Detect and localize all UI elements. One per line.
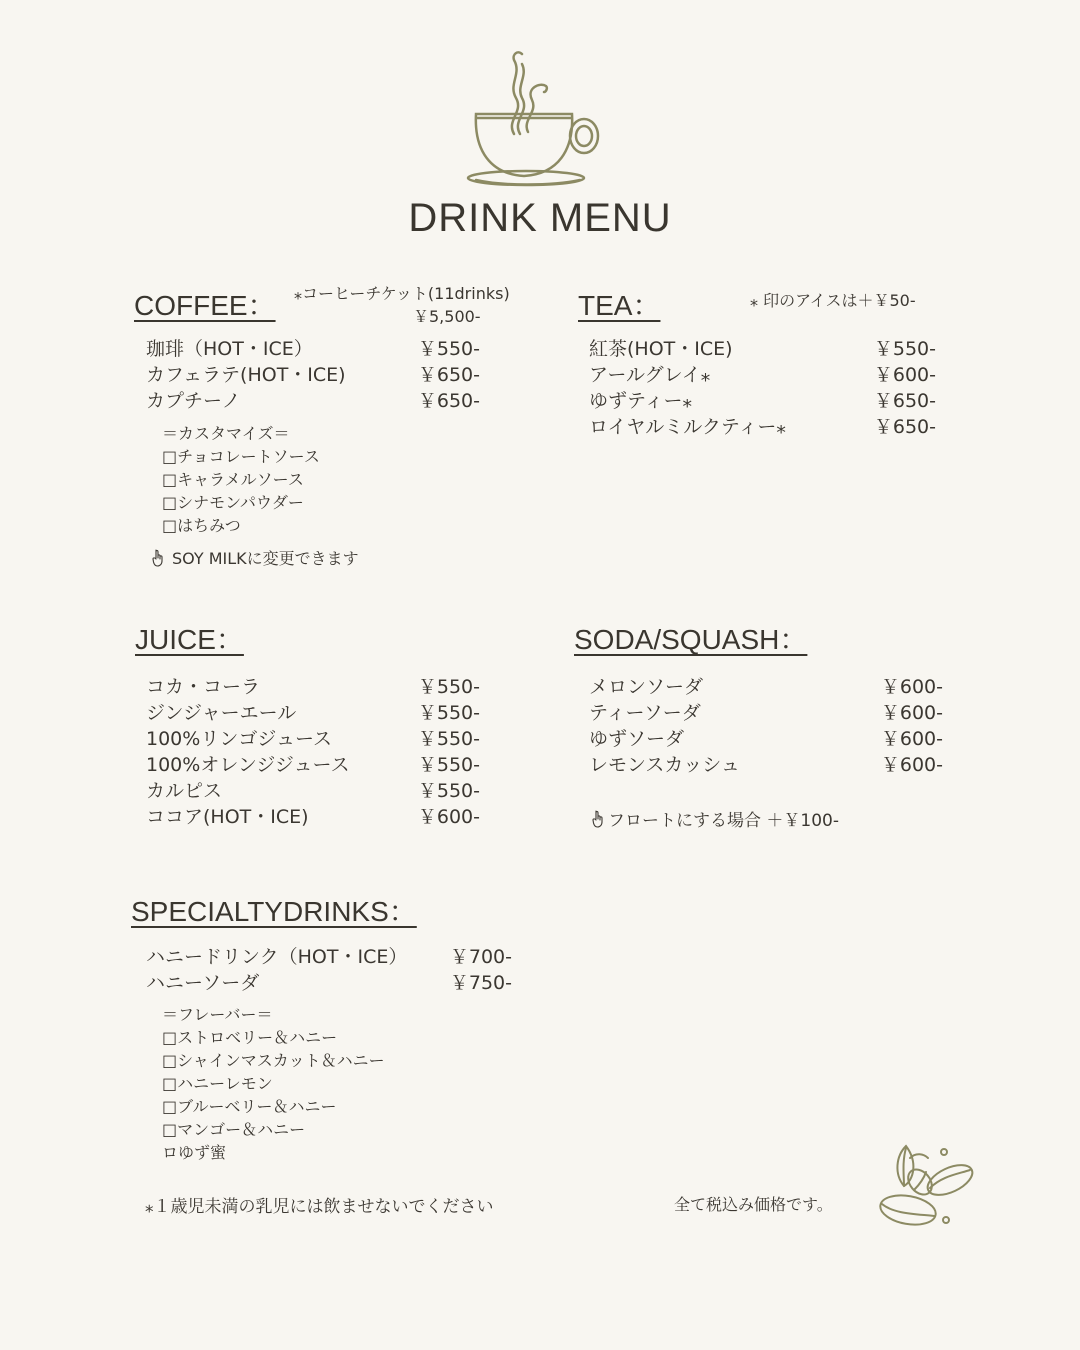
item-price: ￥600- [873,364,936,386]
item-price: ￥650- [873,416,936,438]
soy-milk-note [152,546,359,569]
tea-list [589,336,936,440]
list-item: □ストロベリー＆ハニー [162,1028,338,1047]
list-item: □はちみつ [162,516,241,535]
item-name: カプチーノ [146,390,241,412]
list-item [146,804,480,830]
list-item [146,362,480,388]
item-name: アールグレイ⁎ [589,364,711,386]
item-price: ￥600- [880,676,943,698]
item-price: ￥600- [880,728,943,750]
customize-title: ＝カスタマイズ＝ [162,424,290,443]
flavor-list [162,1003,385,1164]
flavor-title: ＝フレーバー＝ [162,1005,273,1024]
item-price: ￥650- [417,364,480,386]
item-price: ￥550- [417,728,480,750]
specialty-list [146,944,512,996]
list-item [589,700,943,726]
item-name: 珈琲（HOT・ICE） [146,338,313,360]
list-item [146,674,480,700]
item-name: ロイヤルミルクティー⁎ [589,416,786,438]
list-item: □ブルーベリー＆ハニー [162,1097,337,1116]
infant-note: ⁎１歳児未満の乳児には飲ませないでください [145,1197,494,1217]
item-price: ￥650- [417,390,480,412]
item-name: 100%リンゴジュース [146,728,332,750]
coffee-cup-icon [462,42,607,192]
list-item [589,362,936,388]
item-price: ￥550- [417,338,480,360]
item-name: コカ・コーラ [146,676,261,698]
item-name: カルピス [146,780,223,802]
list-item [146,944,512,970]
list-item [146,336,480,362]
soda-heading: SODA/SQUASH： [574,624,808,655]
list-item [589,388,936,414]
item-name: メロンソーダ [589,676,704,698]
list-item: □チョコレートソース [162,447,320,466]
list-item: □シャインマスカット＆ハニー [162,1051,385,1070]
list-item: ロゆず蜜 [162,1143,227,1162]
item-name: 紅茶(HOT・ICE) [589,338,733,360]
tax-note: 全て税込み価格です。 [674,1195,833,1214]
list-item [146,778,480,804]
coffee-customize-list [162,422,320,537]
list-item [589,336,936,362]
page-title: DRINK MENU [408,196,672,240]
item-price: ￥600- [880,702,943,724]
soda-list [589,674,943,778]
coffee-ticket-price: ￥5,500- [413,307,481,326]
pointing-hand-icon [592,810,604,828]
item-name: ココア(HOT・ICE) [146,806,309,828]
list-item [146,700,480,726]
pointing-hand-icon [152,549,164,567]
coffee-beans-icon [876,1140,980,1232]
item-name: ゆずソーダ [589,728,685,750]
coffee-heading: COFFEE： [134,290,276,321]
juice-list [146,674,480,830]
tea-ice-note: ⁎ 印のアイスは＋￥50- [750,291,916,310]
list-item [589,726,943,752]
item-price: ￥650- [873,390,936,412]
list-item [146,970,512,996]
item-name: カフェラテ(HOT・ICE) [146,364,346,386]
list-item [146,388,480,414]
item-price: ￥550- [417,702,480,724]
item-price: ￥600- [417,806,480,828]
tea-heading: TEA： [578,290,661,321]
list-item [589,752,943,778]
specialty-heading: SPECIALTYDRINKS： [131,896,417,927]
item-price: ￥550- [417,754,480,776]
coffee-list [146,336,480,414]
item-name: ティーソーダ [589,702,701,724]
soy-milk-text: SOY MILKに変更できます [172,549,359,568]
item-price: ￥700- [449,946,512,968]
float-text: フロートにする場合 ＋￥100- [608,811,839,831]
item-name: ジンジャーエール [146,702,297,724]
list-item: □シナモンパウダー [162,493,304,512]
item-name: レモンスカッシュ [589,754,740,776]
list-item [146,726,480,752]
item-name: 100%オレンジジュース [146,754,350,776]
item-price: ￥550- [417,780,480,802]
list-item [589,414,936,440]
item-name: ハニーソーダ [146,972,260,994]
item-name: ゆずティー⁎ [589,390,692,412]
float-note [592,806,839,831]
item-price: ￥550- [873,338,936,360]
coffee-ticket-note: ⁎コーヒーチケット(11drinks) [294,284,510,303]
list-item: □ハニーレモン [162,1074,273,1093]
list-item [589,674,943,700]
item-price: ￥750- [449,972,512,994]
list-item [146,752,480,778]
item-name: ハニードリンク（HOT・ICE） [146,946,408,968]
list-item: □キャラメルソース [162,470,304,489]
item-price: ￥600- [880,754,943,776]
item-price: ￥550- [417,676,480,698]
list-item: □マンゴー＆ハニー [162,1120,306,1139]
juice-heading: JUICE： [135,624,244,655]
